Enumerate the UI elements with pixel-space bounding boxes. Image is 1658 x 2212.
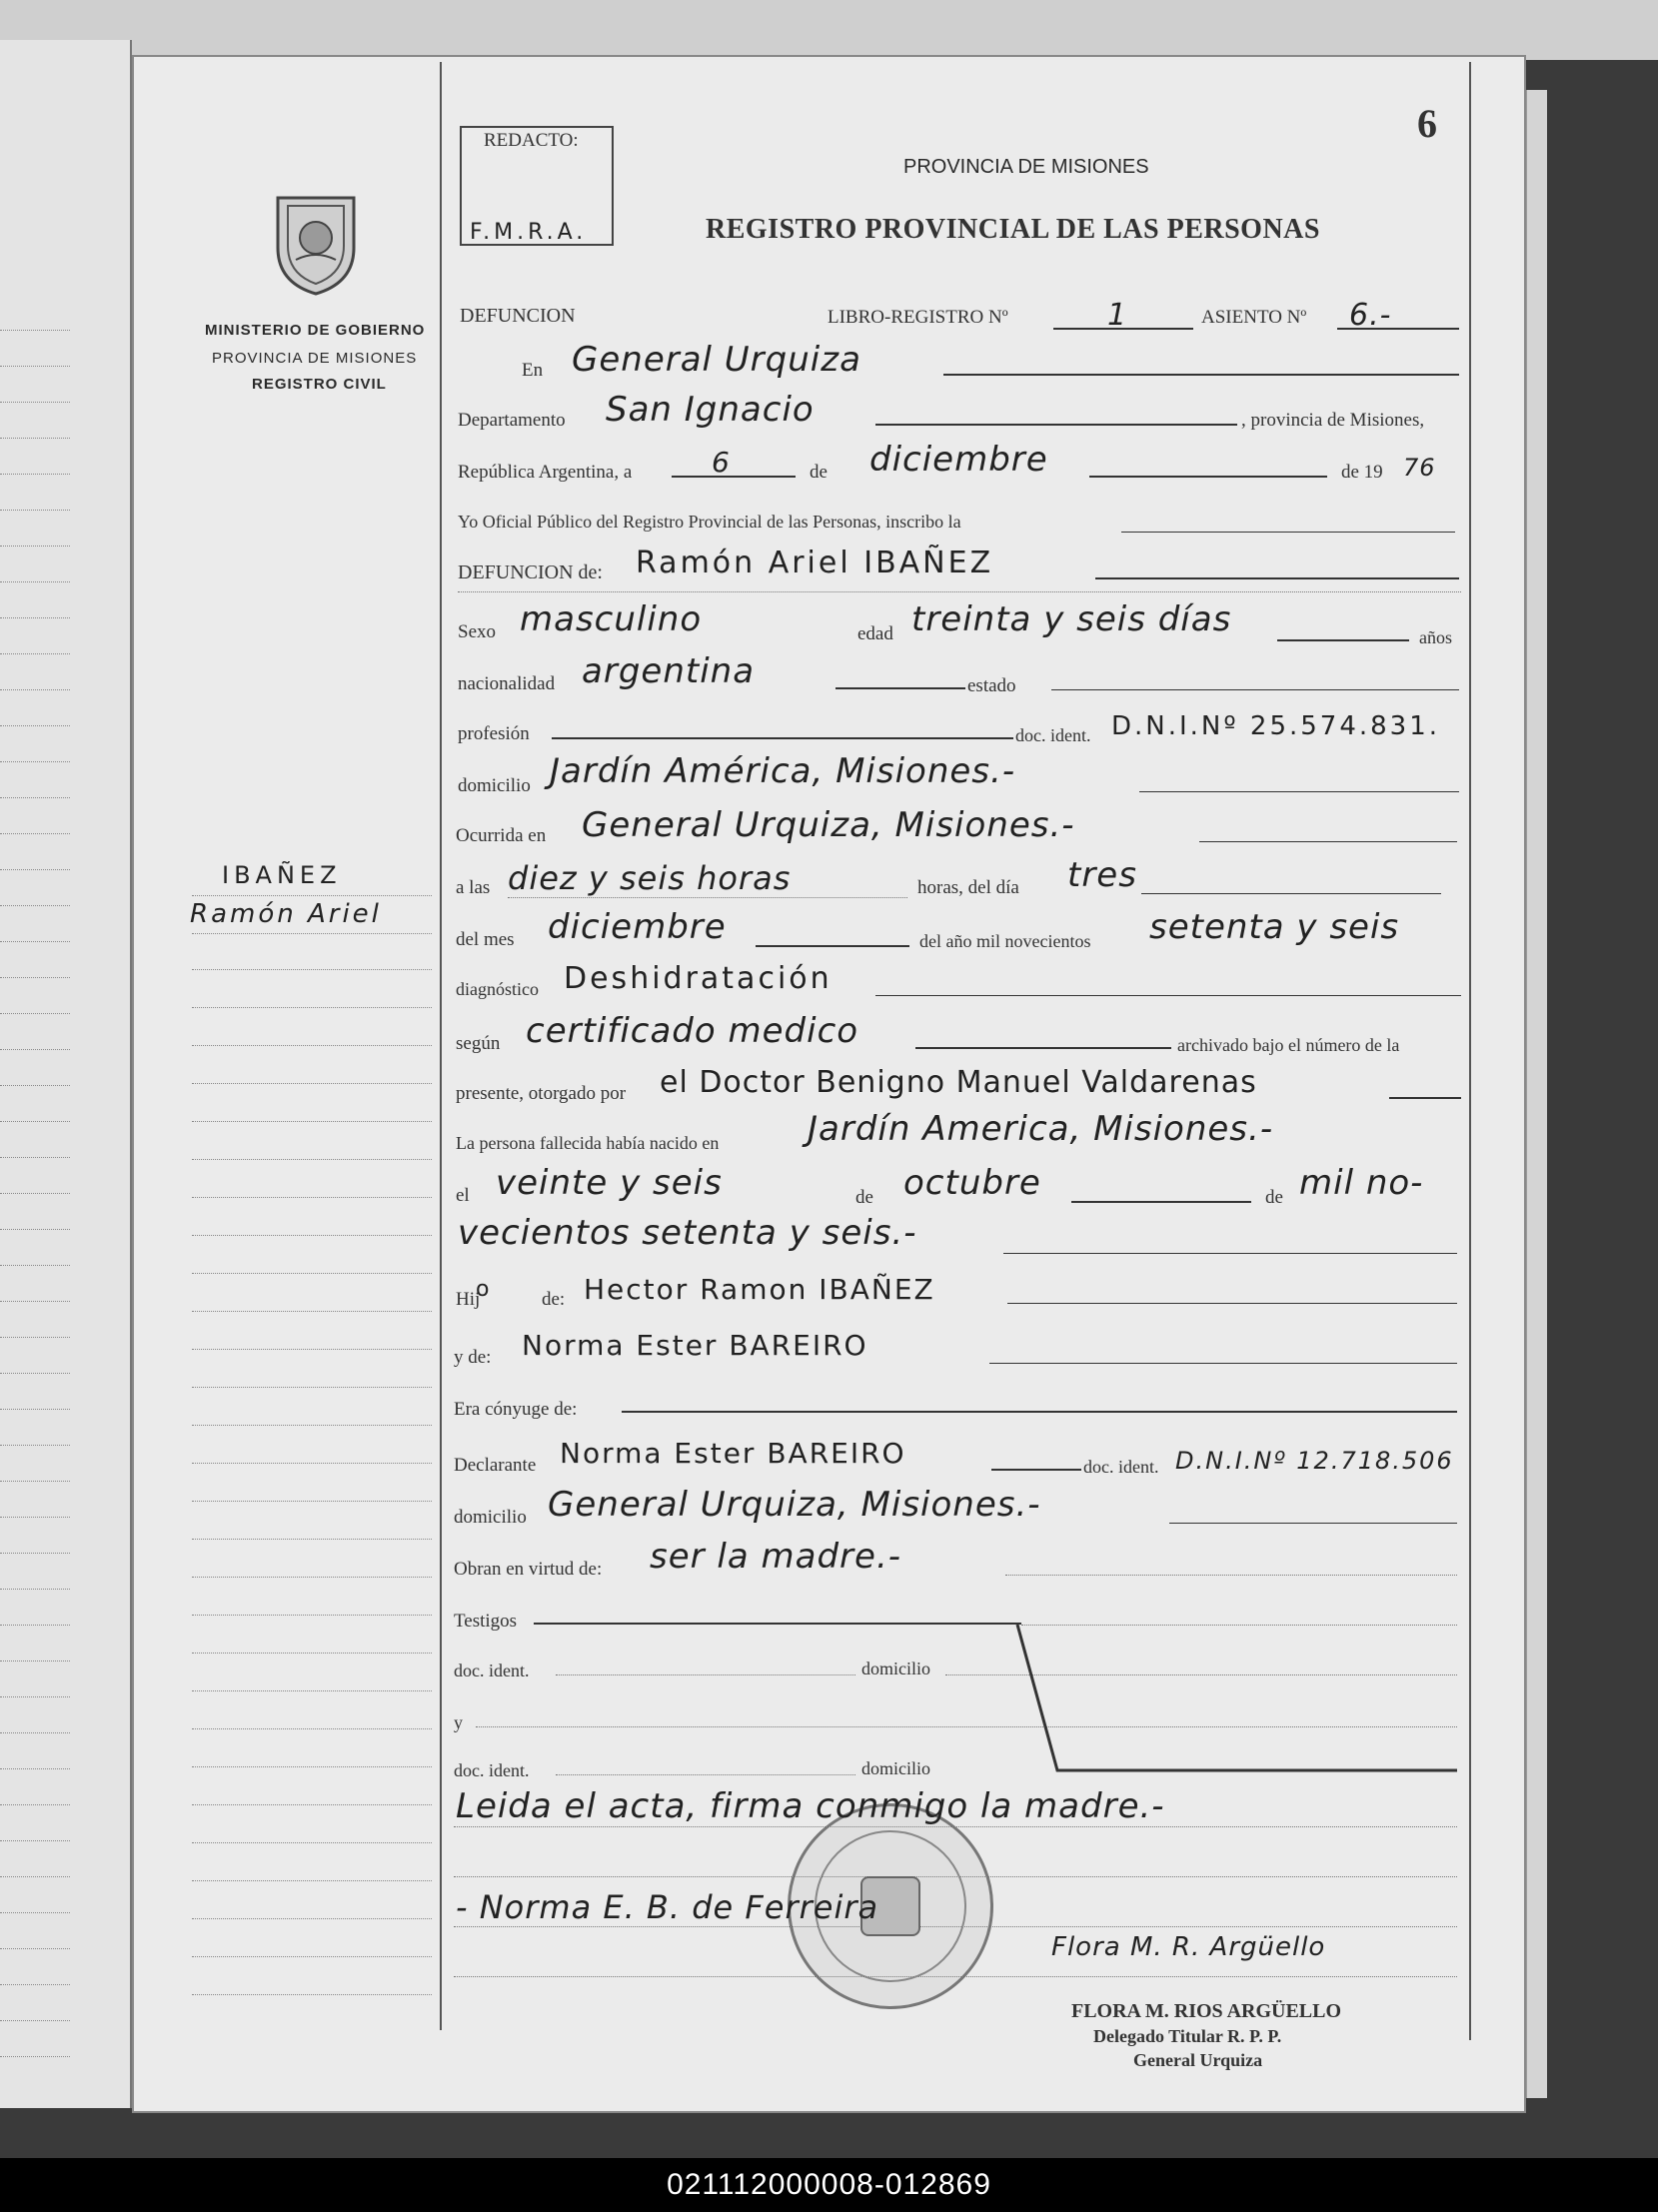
background [0,0,1658,60]
nacionalidad-label: nacionalidad [458,673,556,694]
asiento-value: 6.- [1349,298,1392,333]
domicilio4-label: domicilio [861,1758,930,1778]
nac-month-value: octubre [903,1163,1041,1203]
right-margin-line [1469,62,1471,2040]
nacionalidad-value: argentina [582,651,756,691]
nacido-value: Jardín America, Misiones.- [808,1109,1274,1149]
header-province: PROVINCIA DE MISIONES [903,156,1149,178]
provincia-label: , provincia de Misiones, [1241,410,1425,431]
libro-value: 1 [1107,298,1128,333]
domicilio3-label: domicilio [861,1659,930,1678]
presente-value: el Doctor Benigno Manuel Valdarenas [660,1065,1257,1100]
presente-label: presente, otorgado por [456,1083,627,1104]
conyuge-label: Era cónyuge de: [454,1399,578,1420]
padre-value: Hector Ramon IBAÑEZ [584,1273,935,1306]
segun-value: certificado medico [526,1011,859,1051]
page-number: 6 [1417,101,1437,146]
official-signature: Flora M. R. Argüello [1051,1932,1326,1962]
sexo-value: masculino [520,599,703,639]
asiento-label: ASIENTO Nº [1201,307,1307,328]
doc-ident2-label: doc. ident. [1083,1457,1159,1477]
ocurrida-value: General Urquiza, Misiones.- [582,805,1075,845]
margin-divider [440,62,442,2030]
obran-value: ser la madre.- [650,1537,902,1577]
doc-ident-label: doc. ident. [1015,725,1091,745]
doc-ident2-value: D.N.I.Nº 12.718.506 [1175,1447,1454,1475]
declarante-value: Norma Ester BAREIRO [560,1437,906,1470]
segun-label: según [456,1033,501,1054]
page-edge [1526,90,1547,2098]
left-page [0,40,132,2108]
del-mes-value: diciembre [548,907,727,947]
en-label: En [522,360,544,381]
hijo-suffix: o [476,1277,491,1302]
footer-id: 021112000008-012869 [667,2168,991,2201]
a-las-value: diez y seis horas [508,859,792,897]
diagnostico-label: diagnóstico [456,979,539,999]
obran-label: Obran en virtud de: [454,1559,603,1580]
doc-ident4-label: doc. ident. [454,1760,530,1780]
official-place: General Urquiza [1133,2050,1263,2070]
header-registry: REGISTRO PROVINCIAL DE LAS PERSONAS [706,214,1320,245]
sidebar-given-names: Ramón Ariel [190,899,382,929]
coat-of-arms-icon [268,188,364,298]
el-value: veinte y seis [496,1163,723,1203]
dia-value: tres [1067,855,1137,895]
y-label: y [454,1712,463,1732]
nac-year-value-1: mil no- [1299,1163,1424,1203]
anos-label: años [1419,627,1452,647]
libro-label: LIBRO-REGISTRO Nº [828,307,1008,328]
sexo-label: Sexo [458,621,496,642]
defuncion-de-label: DEFUNCION de: [458,561,603,583]
domicilio2-label: domicilio [454,1507,527,1528]
defuncion-label: DEFUNCION [460,305,576,327]
domicilio-label: domicilio [458,775,531,796]
del-ano-value: setenta y seis [1149,907,1400,947]
del-ano-label: del año mil novecientos [919,931,1091,951]
signature-mother: - Norma E. B. de Ferreira [456,1888,879,1926]
del-mes-label: del mes [456,929,515,950]
year-prefix: de 19 [1341,462,1383,483]
horas-label: horas, del día [917,877,1019,898]
nacido-label: La persona fallecida había nacido en [456,1133,720,1153]
en-value: General Urquiza [572,340,861,380]
ministry-line1: MINISTERIO DE GOBIERNO [205,322,426,339]
declarante-label: Declarante [454,1455,537,1476]
testigos-strike-line [1009,1617,1459,1776]
profesion-label: profesión [458,723,530,744]
official-name: FLORA M. RIOS ARGÜELLO [1071,2000,1342,2022]
sidebar-surname: IBAÑEZ [222,861,342,889]
ocurrida-label: Ocurrida en [456,825,547,846]
closing-leida: Leida el acta, firma conmigo la madre.- [456,1786,1165,1826]
madre-value: Norma Ester BAREIRO [522,1329,868,1362]
redacto-label: REDACTO: [484,130,579,151]
edad-value: treinta y seis días [911,599,1232,639]
yo-oficial: Yo Oficial Público del Registro Provincial de las Personas, inscribo la [458,512,961,532]
month-value: diciembre [869,440,1048,480]
day-value: 6 [712,446,731,479]
hijo-de-label: de: [542,1289,566,1310]
de-label: de [810,462,828,483]
edad-label: edad [857,623,893,644]
departamento-value: San Ignacio [606,390,815,430]
y-de-label: y de: [454,1347,492,1368]
domicilio2-value: General Urquiza, Misiones.- [548,1485,1041,1525]
domicilio-value: Jardín América, Misiones.- [550,751,1016,791]
estado-label: estado [967,675,1016,696]
el-label: el [456,1185,470,1206]
republica-label: República Argentina, a [458,462,633,483]
hijo-label: Hij [456,1289,481,1310]
doc-ident-value: D.N.I.Nº 25.574.831. [1111,711,1441,741]
defuncion-de-value: Ramón Ariel IBAÑEZ [636,546,994,580]
departamento-label: Departamento [458,410,566,431]
footer-bar [0,2158,1658,2212]
archivado-label: archivado bajo el número de la [1177,1035,1400,1055]
year-value: 76 [1403,454,1436,482]
redacto-value: F.M.R.A. [470,220,588,245]
nac-year-value-2: vecientos setenta y seis.- [458,1213,917,1253]
official-title: Delegado Titular R. P. P. [1093,2026,1282,2046]
de3-label: de [1265,1187,1283,1208]
doc-ident3-label: doc. ident. [454,1660,530,1680]
ministry-line2: PROVINCIA DE MISIONES [212,350,418,367]
de2-label: de [855,1187,873,1208]
testigos-label: Testigos [454,1611,518,1632]
diagnostico-value: Deshidratación [564,961,832,996]
a-las-label: a las [456,877,491,898]
ministry-line3: REGISTRO CIVIL [252,376,387,393]
